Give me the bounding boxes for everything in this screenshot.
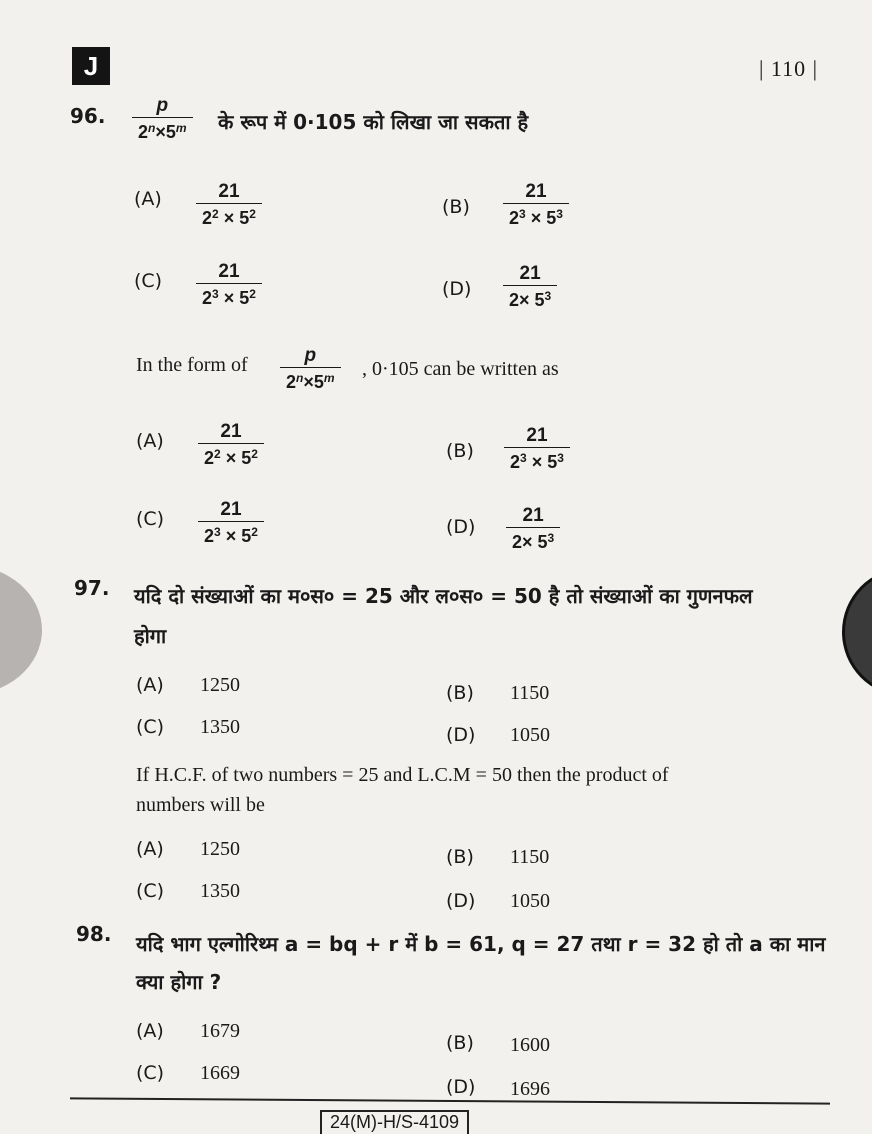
footer-rule — [70, 1097, 830, 1104]
q96-hi-option-a-label: (A) — [134, 188, 162, 210]
question-97-number: 97. — [74, 576, 110, 600]
q97-hi-option-d-label: (D) — [446, 724, 476, 746]
footer-paper-code: 24(M)-H/S-4109 — [320, 1110, 469, 1134]
q97-english-line1: If H.C.F. of two numbers = 25 and L.C.M = 50 then the product of — [136, 764, 669, 786]
q96-hi-option-b-fraction: $\frac{21}{2^3 \times 5^3}$ — [503, 182, 569, 227]
q97-hindi-line2: होगा — [134, 624, 167, 648]
q97-hi-option-d-value: 1050 — [510, 724, 550, 746]
scan-shadow-right — [842, 568, 872, 696]
q98-option-b-value: 1600 — [510, 1034, 550, 1056]
q96-hi-option-c-label: (C) — [134, 270, 163, 292]
q98-option-d-label: (D) — [446, 1076, 476, 1098]
q97-hi-option-c-value: 1350 — [200, 716, 240, 738]
scan-shadow-left — [0, 565, 42, 695]
q96-en-option-d-fraction: $\frac{21}{2\times 5^3}$ — [506, 506, 560, 551]
q96-hindi-text: के रूप में 0·105 को लिखा जा सकता है — [218, 110, 529, 134]
q97-hi-option-a-label: (A) — [136, 674, 164, 696]
q97-hi-option-b-value: 1150 — [510, 682, 550, 704]
q97-en-option-d-label: (D) — [446, 890, 476, 912]
q96-en-option-b-label: (B) — [446, 440, 474, 462]
q97-en-option-b-value: 1150 — [510, 846, 550, 868]
q98-option-d-value: 1696 — [510, 1078, 550, 1100]
q97-english-line2: numbers will be — [136, 794, 265, 816]
q97-hindi-line1: यदि दो संख्याओं का म०स० = 25 और ल०स० = 50 है तो संख्याओं का गुणनफल — [134, 584, 753, 608]
q96-en-option-c-fraction: $\frac{21}{2^3 \times 5^2}$ — [198, 500, 264, 545]
q96-hi-option-c-fraction: $\frac{21}{2^3 \times 5^2}$ — [196, 262, 262, 307]
q98-hindi-line2: क्या होगा ? — [136, 970, 222, 994]
q97-en-option-c-value: 1350 — [200, 880, 240, 902]
question-96-number: 96. — [70, 104, 106, 128]
q98-option-c-value: 1669 — [200, 1062, 240, 1084]
q98-option-a-label: (A) — [136, 1020, 164, 1042]
q96-en-option-d-label: (D) — [446, 516, 476, 538]
q97-en-option-b-label: (B) — [446, 846, 474, 868]
q97-hi-option-c-label: (C) — [136, 716, 165, 738]
set-badge: J — [72, 47, 110, 85]
q97-hi-option-b-label: (B) — [446, 682, 474, 704]
q98-option-c-label: (C) — [136, 1062, 165, 1084]
q97-en-option-c-label: (C) — [136, 880, 165, 902]
q96-english-prefix: In the form of — [136, 354, 248, 376]
q98-option-b-label: (B) — [446, 1032, 474, 1054]
q96-hi-option-d-fraction: $\frac{21}{2\times 5^3}$ — [503, 264, 557, 309]
stem-numerator: p — [156, 95, 169, 116]
q96-en-option-a-fraction: $\frac{21}{2^2 \times 5^2}$ — [198, 422, 264, 467]
page-number: | 110 | — [759, 56, 818, 81]
question-98-number: 98. — [76, 922, 112, 946]
q98-option-a-value: 1679 — [200, 1020, 240, 1042]
q97-en-option-a-label: (A) — [136, 838, 164, 860]
q97-hi-option-a-value: 1250 — [200, 674, 240, 696]
q96-hi-option-a-fraction: $\frac{21}{2^2 \times 5^2}$ — [196, 182, 262, 227]
q96-english-suffix: , 0·105 can be written as — [362, 358, 559, 380]
q97-en-option-a-value: 1250 — [200, 838, 240, 860]
q97-en-option-d-value: 1050 — [510, 890, 550, 912]
q98-hindi-line1: यदि भाग एल्गोरिथ्म a = bq + r में b = 61, q = 27 तथा r = 32 हो तो a का मान — [136, 932, 826, 956]
q96-hi-option-b-label: (B) — [442, 196, 470, 218]
q96-english-stem-fraction: $\frac{p}{2^n\times 5^m}$ — [280, 346, 341, 391]
q96-stem-fraction — [132, 96, 193, 141]
q96-en-option-b-fraction: $\frac{21}{2^3 \times 5^3}$ — [504, 426, 570, 471]
q96-en-option-a-label: (A) — [136, 430, 164, 452]
stem-denominator: $2^n\times 5^m$ — [132, 117, 193, 141]
q96-hi-option-d-label: (D) — [442, 278, 472, 300]
q96-en-option-c-label: (C) — [136, 508, 165, 530]
